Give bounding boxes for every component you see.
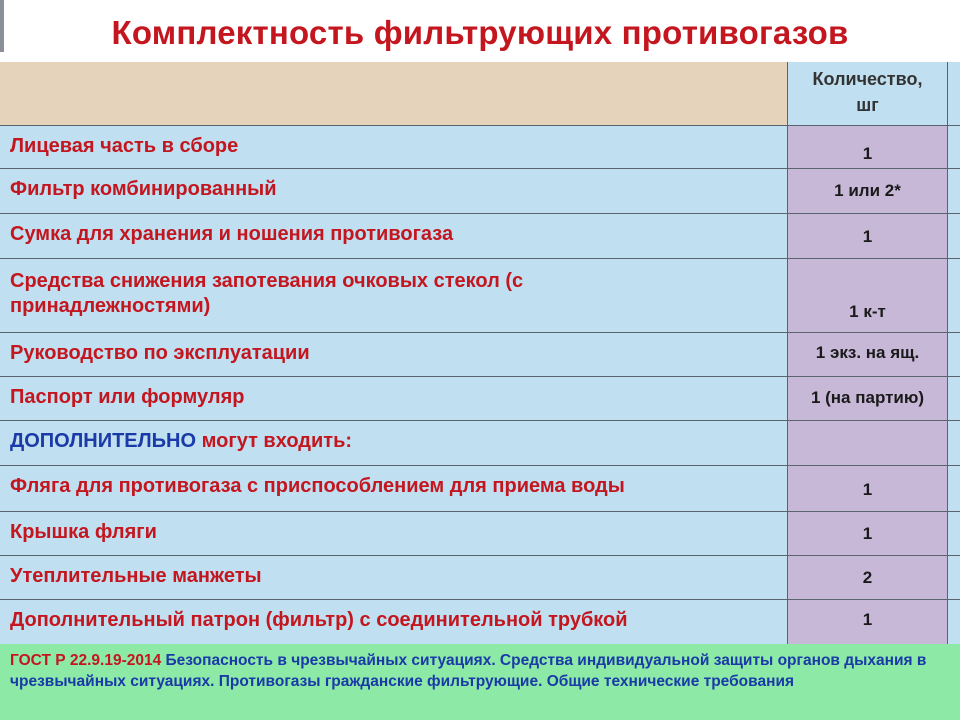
item-qty: 1 bbox=[862, 480, 873, 499]
table-header-row bbox=[0, 62, 960, 126]
item-qty: 1 к-т bbox=[849, 302, 886, 321]
table-row bbox=[0, 377, 960, 421]
header-qty-line1: Количество, bbox=[812, 69, 923, 89]
item-qty-cell bbox=[788, 259, 948, 332]
item-qty: 1 bbox=[862, 524, 873, 543]
item-qty: 1 (на партию) bbox=[810, 388, 925, 407]
item-qty-cell bbox=[788, 421, 948, 465]
standard-title: Безопасность в чрезвычайных ситуациях. Средства индивидуальной защиты органов дыхания в чрезвычайных ситуациях. Противогазы гражданские фильтрующие. Общие технические требования bbox=[10, 652, 927, 690]
item-qty-cell bbox=[788, 600, 948, 644]
standard-number: ГОСТ Р 22.9.19-2014 bbox=[10, 652, 162, 669]
item-qty: 2 bbox=[862, 568, 873, 587]
table-row bbox=[0, 512, 960, 556]
table-row bbox=[0, 214, 960, 259]
item-qty-cell bbox=[788, 126, 948, 168]
header-qty-line2: шг bbox=[856, 95, 879, 115]
item-qty: 1 или 2* bbox=[834, 181, 901, 200]
item-qty: 1 экз. на ящ. bbox=[815, 343, 920, 362]
table-row-section-additional bbox=[0, 421, 960, 466]
table-row bbox=[0, 466, 960, 512]
item-qty-cell bbox=[788, 512, 948, 555]
table-row bbox=[0, 126, 960, 169]
page-title: Комплектность фильтрующих противогазов bbox=[111, 14, 849, 51]
item-label: Лицевая часть в сборе bbox=[0, 126, 788, 168]
section-label-highlight: ДОПОЛНИТЕЛЬНО bbox=[10, 430, 197, 452]
item-qty: 1 bbox=[862, 227, 873, 246]
section-label-rest: могут входить: bbox=[196, 430, 353, 452]
section-label bbox=[0, 421, 788, 465]
item-qty: 1 bbox=[862, 610, 873, 629]
table-row bbox=[0, 333, 960, 377]
item-qty-cell bbox=[788, 377, 948, 420]
item-label: Сумка для хранения и ношения противогаза bbox=[0, 214, 788, 258]
table-row bbox=[0, 259, 960, 333]
footer-standard-note bbox=[0, 644, 960, 720]
equipment-table bbox=[0, 62, 960, 644]
table-row bbox=[0, 169, 960, 214]
item-qty-cell bbox=[788, 466, 948, 511]
table-row bbox=[0, 600, 960, 644]
item-qty: 1 bbox=[862, 144, 873, 163]
table-row bbox=[0, 556, 960, 600]
item-qty-cell bbox=[788, 556, 948, 599]
item-qty-cell bbox=[788, 333, 948, 376]
header-qty-cell bbox=[788, 62, 948, 125]
item-label: Фильтр комбинированный bbox=[0, 169, 788, 213]
item-label: Руководство по эксплуатации bbox=[0, 333, 788, 376]
item-label: Дополнительный патрон (фильтр) с соединительной трубкой bbox=[0, 600, 788, 644]
item-qty-cell bbox=[788, 169, 948, 213]
item-label: Утеплительные манжеты bbox=[0, 556, 788, 599]
item-label: Крышка фляги bbox=[0, 512, 788, 555]
item-label: Средства снижения запотевания очковых стекол (с принадлежностями) bbox=[0, 259, 788, 332]
item-label: Фляга для противогаза с приспособлением для приема воды bbox=[0, 466, 788, 511]
item-label: Паспорт или формуляр bbox=[0, 377, 788, 420]
item-qty-cell bbox=[788, 214, 948, 258]
header-item-cell bbox=[0, 62, 788, 125]
title-bar bbox=[0, 0, 960, 62]
